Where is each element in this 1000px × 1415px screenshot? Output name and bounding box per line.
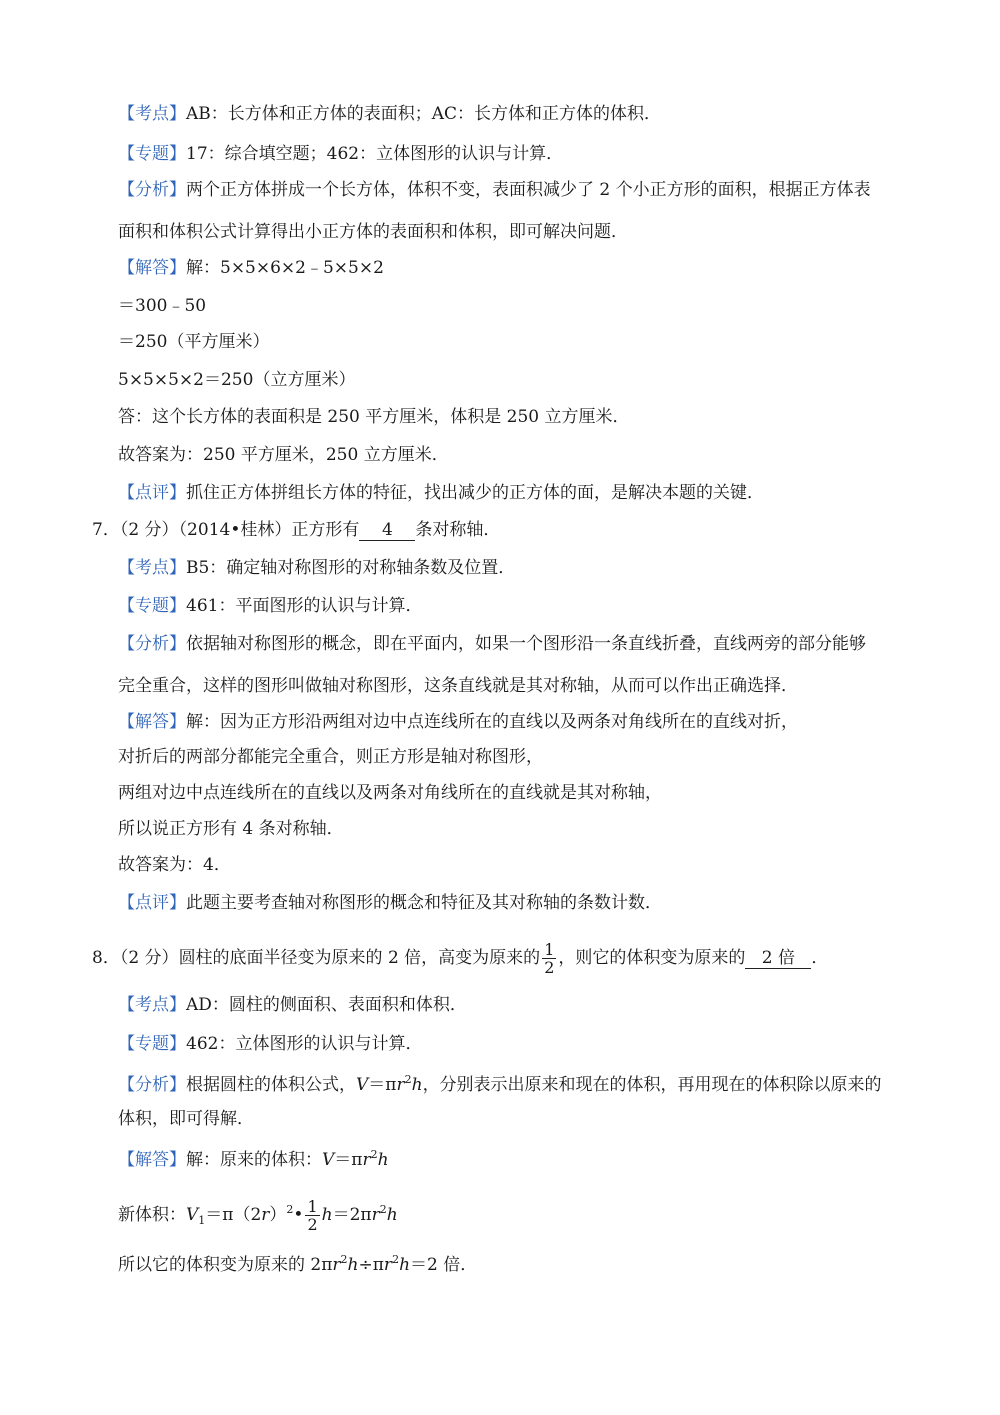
dianping-line	[118, 481, 764, 505]
fraction-numerator: 1	[544, 940, 555, 959]
jieda-tag: 【解答】	[118, 258, 186, 278]
question-number: 7．	[92, 520, 120, 540]
fenxi-text: 两个正方体拼成一个长方体，体积不变，表面积减少了 2 个小正方形的面积，根据正方体表	[186, 180, 871, 200]
formula-paren: ）	[269, 1205, 287, 1225]
formula-h: h	[411, 1075, 423, 1095]
fraction-numerator: 1	[307, 1197, 318, 1216]
jieda-step: ＝250（平方厘米）	[118, 332, 270, 352]
kaodian-text: B5：确定轴对称图形的对称轴条数及位置．	[186, 558, 516, 578]
zhuanti-text: 462：立体图形的认识与计算．	[186, 1034, 423, 1054]
zhuanti-line	[118, 142, 563, 166]
dianping-text: 抓住正方体拼组长方体的特征，找出减少的正方体的面，是解决本题的关键．	[186, 483, 764, 503]
fenxi-line-2: 完全重合，这样的图形叫做轴对称图形，这条直线就是其对称轴，从而可以作出正确选择．	[118, 676, 798, 696]
formula-eq: ＝π	[368, 1075, 397, 1095]
formula-eq: ＝π（2	[205, 1205, 262, 1225]
fenxi-tag: 【分析】	[118, 180, 186, 200]
jieda-final: 故答案为：250 平方厘米，250 立方厘米．	[118, 445, 449, 465]
fenxi-text: 依据轴对称图形的概念，即在平面内，如果一个图形沿一条直线折叠，直线两旁的部分能够	[186, 634, 866, 654]
fenxi-line-2: 体积，即可得解．	[118, 1109, 254, 1129]
question-7	[92, 518, 500, 542]
question-8	[92, 938, 828, 978]
zhuanti-text: 17：综合填空题；462：立体图形的认识与计算．	[186, 144, 564, 164]
jieda-new-volume	[118, 1190, 398, 1241]
formula-v: V	[186, 1205, 199, 1225]
question-stem: 正方形有	[291, 520, 360, 540]
formula-h: h	[321, 1205, 333, 1225]
formula-h: h	[377, 1150, 389, 1170]
jieda-step: 两组对边中点连线所在的直线以及两条对角线所在的直线就是其对称轴，	[118, 783, 662, 803]
kaodian-tag: 【考点】	[118, 995, 186, 1015]
final-end: ＝2 倍．	[410, 1255, 478, 1275]
dianping-text: 此题主要考查轴对称图形的概念和特征及其对称轴的条数计数．	[186, 893, 662, 913]
jieda-step: 所以说正方形有 4 条对称轴．	[118, 819, 344, 839]
zhuanti-text: 461：平面图形的认识与计算．	[186, 596, 423, 616]
fraction-denominator: 2	[307, 1215, 318, 1234]
jieda-answer: 答：这个长方体的表面积是 250 平方厘米，体积是 250 立方厘米．	[118, 407, 630, 427]
formula-exponent: 2	[392, 1253, 400, 1266]
formula-v: V	[322, 1150, 335, 1170]
jieda-step: ＝300﹣50	[118, 296, 207, 316]
jieda-text: 解：因为正方形沿两组对边中点连线所在的直线以及两条对角线所在的直线对折，	[186, 712, 798, 732]
question-source: （2014•桂林）	[178, 520, 292, 540]
formula-r: r	[371, 1205, 380, 1225]
formula-dot: •	[293, 1205, 304, 1225]
formula-exponent: 2	[340, 1253, 348, 1266]
zhuanti-tag: 【专题】	[118, 144, 186, 164]
fraction-denominator: 2	[544, 958, 555, 977]
formula-exponent: 2	[404, 1073, 412, 1086]
dianping-tag: 【点评】	[118, 893, 186, 913]
fenxi-line	[118, 178, 871, 202]
kaodian-line	[118, 993, 467, 1017]
fraction-half	[542, 941, 556, 976]
formula-eq: ＝π	[334, 1150, 363, 1170]
jieda-final: 故答案为：4．	[118, 855, 231, 875]
formula-r: r	[261, 1205, 270, 1225]
fenxi-tag: 【分析】	[118, 1075, 186, 1095]
formula-exponent: 2	[379, 1203, 387, 1216]
zhuanti-tag: 【专题】	[118, 596, 186, 616]
fenxi-line	[118, 1068, 882, 1097]
final-pre: 所以它的体积变为原来的 2π	[118, 1255, 333, 1275]
jieda-final	[118, 1248, 477, 1277]
kaodian-text: AB：长方体和正方体的表面积；AC：长方体和正方体的体积．	[186, 104, 662, 124]
question-stem-end: ．	[811, 948, 829, 968]
zhuanti-tag: 【专题】	[118, 1034, 186, 1054]
fenxi-tag: 【分析】	[118, 634, 186, 654]
question-score: （2 分）	[119, 948, 179, 968]
kaodian-line	[118, 102, 661, 126]
jieda-text: 解：5×5×6×2﹣5×5×2	[186, 258, 384, 278]
dianping-tag: 【点评】	[118, 483, 186, 503]
fenxi-post: ，分别表示出原来和现在的体积，再用现在的体积除以原来的	[422, 1075, 882, 1095]
answer-blank: 4	[359, 520, 415, 541]
kaodian-tag: 【考点】	[118, 104, 186, 124]
zhuanti-line	[118, 1032, 422, 1056]
jieda-step: 对折后的两部分都能完全重合，则正方形是轴对称图形，	[118, 747, 543, 767]
question-number: 8．	[92, 948, 120, 968]
question-score: （2 分）	[119, 520, 179, 540]
formula-r: r	[362, 1150, 371, 1170]
jieda-tag: 【解答】	[118, 712, 186, 732]
formula-h: h	[386, 1205, 398, 1225]
jieda-tag: 【解答】	[118, 1150, 186, 1170]
kaodian-text: AD：圆柱的侧面积、表面积和体积．	[186, 995, 467, 1015]
fenxi-pre: 根据圆柱的体积公式，	[186, 1075, 356, 1095]
fraction-half	[305, 1198, 319, 1233]
formula-eq: ＝2π	[332, 1205, 372, 1225]
formula-h: h	[399, 1255, 411, 1275]
jieda-line	[118, 710, 798, 734]
formula-r: r	[332, 1255, 341, 1275]
zhuanti-line	[118, 594, 422, 618]
formula-r: r	[396, 1075, 405, 1095]
question-stem: 圆柱的底面半径变为原来的 2 倍，高变为原来的	[178, 948, 541, 968]
jieda-step: 5×5×5×2＝250（立方厘米）	[118, 370, 356, 390]
formula-r: r	[383, 1255, 393, 1275]
formula-div: ÷π	[358, 1255, 384, 1275]
jieda-line	[118, 1143, 389, 1172]
kaodian-tag: 【考点】	[118, 558, 186, 578]
fenxi-line-2: 面积和体积公式计算得出小正方体的表面积和体积，即可解决问题．	[118, 222, 628, 242]
formula-v: V	[356, 1075, 369, 1095]
question-stem-end: 条对称轴．	[415, 520, 501, 540]
jieda-line	[118, 256, 384, 280]
formula-exponent: 2	[286, 1203, 294, 1216]
question-stem-mid: ，则它的体积变为原来的	[558, 948, 746, 968]
formula-h: h	[347, 1255, 359, 1275]
fenxi-line	[118, 632, 866, 656]
dianping-line	[118, 891, 662, 915]
kaodian-line	[118, 556, 515, 580]
answer-blank: 2 倍	[745, 948, 811, 969]
new-volume-label: 新体积：	[118, 1205, 186, 1225]
jieda-pre: 解：原来的体积：	[186, 1150, 322, 1170]
formula-exponent: 2	[370, 1148, 378, 1161]
formula-subscript: 1	[198, 1214, 206, 1227]
